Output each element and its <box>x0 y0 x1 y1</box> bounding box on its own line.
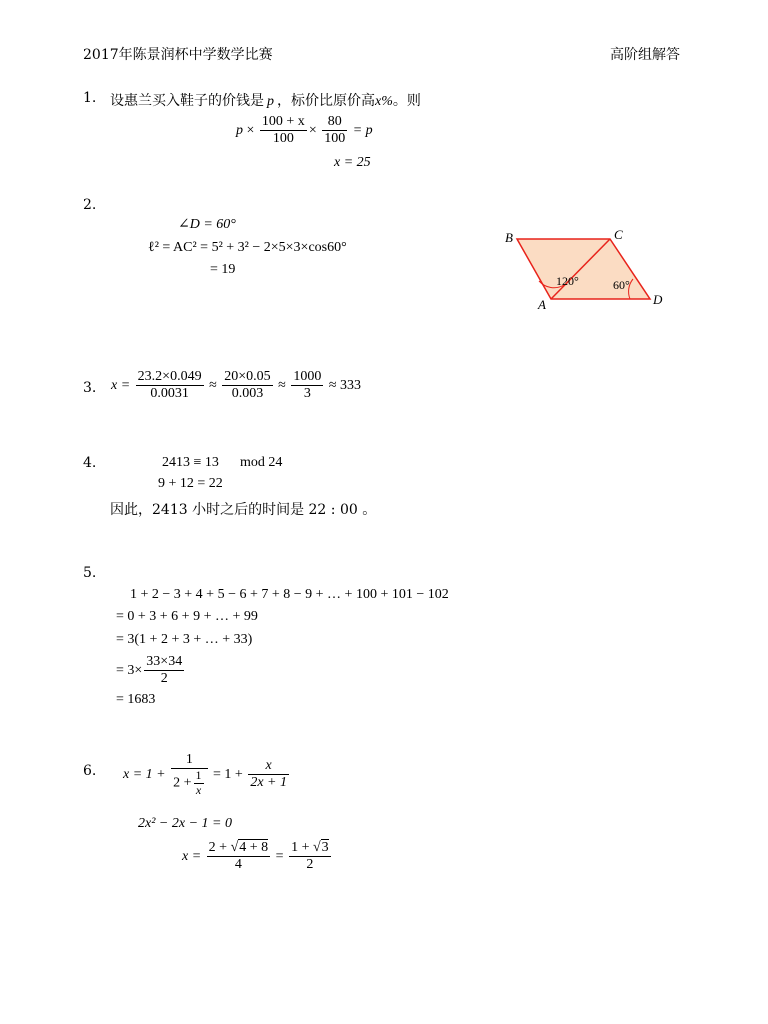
q1-eq-p: p <box>236 122 243 138</box>
q3-equation <box>111 369 361 402</box>
q1-frac-1 <box>260 114 307 147</box>
q2-line-3: = 19 <box>210 262 236 277</box>
q6-l3-eq: = <box>275 848 284 864</box>
q6-l3-frac-2-den: 2 <box>306 857 314 873</box>
q1-text <box>110 90 421 110</box>
q6-inner-frac-num: 1 <box>195 768 202 783</box>
q5-line-2: = 0 + 3 + 6 + 9 + … + 99 <box>116 609 258 624</box>
vertex-c-label: C <box>614 227 623 242</box>
q3-approx-1: ≈ <box>209 377 217 393</box>
parallelogram-shape <box>517 239 650 299</box>
q1-frac-1-den: 100 <box>272 131 294 147</box>
q3-approx-2: ≈ <box>278 377 286 393</box>
q3-rhs: ≈ 333 <box>328 377 362 393</box>
q6-l3-frac-1-num: 2 + √4 + 8 <box>207 840 271 857</box>
q6-cont-frac-num: 1 <box>171 752 207 769</box>
q5-line-1: 1 + 2 − 3 + 4 + 5 − 6 + 7 + 8 − 9 + … + 100 + 101 − 102 <box>130 587 449 602</box>
vertex-b-label: B <box>505 230 513 245</box>
q5-frac-num: 33×34 <box>144 654 184 671</box>
q6-number: 6. <box>83 763 97 779</box>
q3-frac-1-num: 23.2×0.049 <box>136 369 204 386</box>
q6-l1-mid: = 1 + <box>213 767 243 783</box>
q2-line-2: ℓ² = AC² = 5² + 3² − 2×5×3×cos60° <box>148 240 347 255</box>
q3-frac-1-den: 0.0031 <box>150 386 189 402</box>
q5-frac <box>144 654 184 687</box>
q6-l3-num2-a: 1 + <box>291 840 313 855</box>
q5-frac-den: 2 <box>160 671 168 687</box>
q1-text-c: 。则 <box>392 93 421 109</box>
q4-line-1: 2413 ≡ 13 <box>162 455 219 470</box>
q1-number: 1. <box>83 90 97 106</box>
q6-l1-pre: x = 1 + <box>123 767 166 783</box>
q5-line-4-pre: = 3× <box>116 662 143 678</box>
q6-l3-frac-2-num: 1 + √3 <box>289 840 331 857</box>
q6-inner-frac <box>194 769 204 798</box>
q6-cont-frac-den <box>171 769 207 798</box>
q1-frac-1-num: 100 + x <box>260 114 307 131</box>
q2-line-1: ∠D = 60° <box>178 217 236 232</box>
q3-lhs: x = <box>111 377 131 393</box>
q3-number: 3. <box>83 380 97 396</box>
q6-cont-frac-den-pre: 2 + <box>173 775 192 791</box>
q6-frac-2-den: 2x + 1 <box>250 775 287 791</box>
angle-d-label: 60° <box>613 278 630 292</box>
q3-frac-3 <box>291 369 323 402</box>
q6-line-3 <box>182 840 333 873</box>
q6-l3-num-a: 2 + <box>208 840 231 855</box>
q6-l3-frac-1-den: 4 <box>234 857 242 873</box>
q4-line-1-mod: mod 24 <box>240 455 283 470</box>
vertex-a-label: A <box>538 297 546 312</box>
q5-line-5: = 1683 <box>116 692 156 707</box>
q3-frac-3-num: 1000 <box>291 369 323 386</box>
q4-number: 4. <box>83 455 97 471</box>
q6-frac-2 <box>248 758 289 791</box>
vertex-d-label: D <box>653 292 663 307</box>
q6-cont-frac <box>171 752 207 798</box>
q6-line-1 <box>123 752 291 798</box>
q1-pct: x% <box>375 94 393 109</box>
q6-inner-frac-den: x <box>195 782 202 797</box>
q3-frac-2-den: 0.003 <box>231 386 264 402</box>
angle-a-label: 120° <box>556 274 579 288</box>
q6-frac-2-num: x <box>248 758 289 775</box>
q1-frac-2-num: 80 <box>322 114 347 131</box>
q6-l3-sqrt-1: 4 + 8 <box>239 840 269 855</box>
q6-l3-frac-2 <box>289 840 331 873</box>
q3-frac-2-num: 20×0.05 <box>222 369 272 386</box>
q6-l3-frac-1 <box>207 840 271 873</box>
q1-text-a: 设惠兰买入鞋子的价钱是 <box>110 93 264 109</box>
header-left: 2017年陈景润杯中学数学比赛 <box>83 47 273 63</box>
q5-number: 5. <box>83 565 97 581</box>
q1-var-p: p <box>267 94 274 109</box>
q5-line-4 <box>116 654 186 687</box>
q1-frac-2-den: 100 <box>324 131 346 147</box>
q3-frac-2 <box>222 369 272 402</box>
q3-frac-3-den: 3 <box>303 386 311 402</box>
q4-line-3: 因此，2413 小时之后的时间是 22 : 00 。 <box>110 502 377 518</box>
q1-equation-1: p × $\frac{100 + x}{100}$ × $\frac{80}{100}$ = p <box>236 114 373 147</box>
q4-line-2: 9 + 12 = 22 <box>158 476 223 491</box>
q5-line-3: = 3(1 + 2 + 3 + … + 33) <box>116 632 253 647</box>
parallelogram-figure <box>500 225 675 315</box>
q1-eq-rhs: = p <box>352 122 373 138</box>
q6-line-2: 2x² − 2x − 1 = 0 <box>138 816 232 831</box>
q1-equation-2: x = 25 <box>334 155 371 170</box>
header-right: 高阶组解答 <box>610 47 680 63</box>
q3-frac-1 <box>136 369 204 402</box>
q6-l3-pre: x = <box>182 848 202 864</box>
q1-frac-2 <box>322 114 347 147</box>
q2-number: 2. <box>83 197 97 213</box>
q1-text-b: ，标价比原价高 <box>277 93 375 109</box>
q6-l3-sqrt-2: 3 <box>321 840 329 855</box>
